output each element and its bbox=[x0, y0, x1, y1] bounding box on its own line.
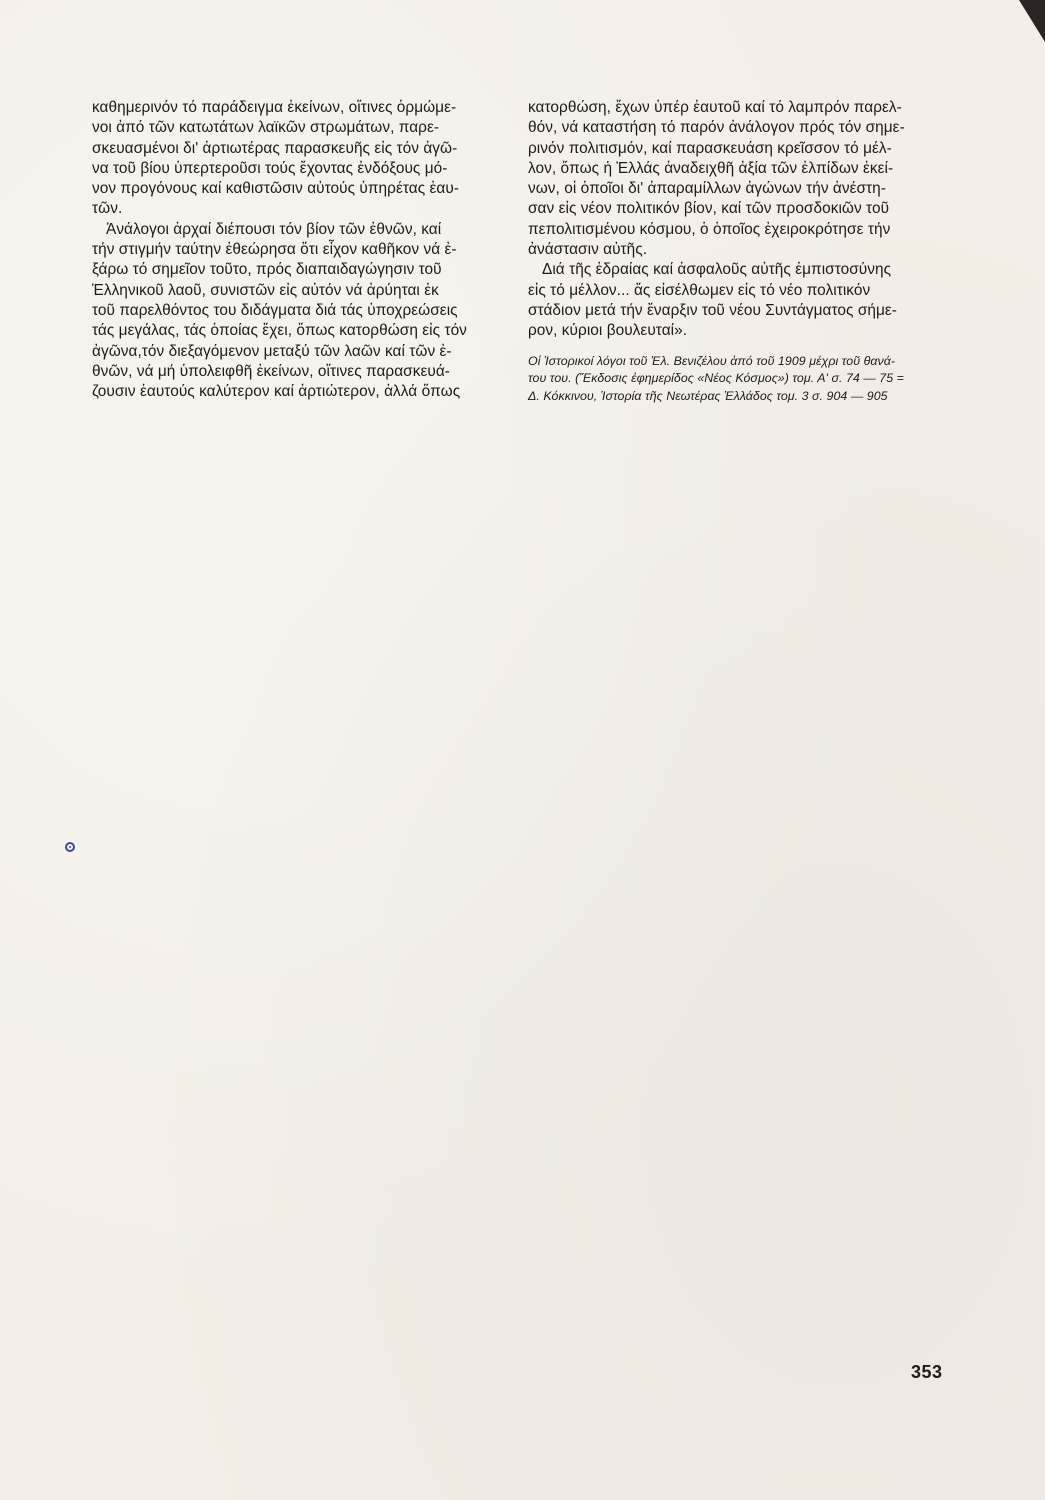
right-column bbox=[528, 98, 948, 405]
margin-dot-icon bbox=[65, 842, 75, 852]
left-paragraph-2: Ἀνάλογοι ἀρχαί διέπουσι τόν βίον τῶν ἐθνῶν, καί τήν στιγμήν ταύτην ἐθεώρησα ὅτι εἶχον καθῆκον νά ἐ- ξάρω τό σημεῖον τοῦτο, πρός διαπαιδαγώγησιν τοῦ Ἑλληνικοῦ λαοῦ, συνιστῶν εἰς αὐτόν νά ἀρύηται ἐκ τοῦ παρελθόντος του διδάγματα διά τάς ὑποχρεώσεις τάς μεγάλας, τάς ὁποίας ἔχει, ὅπως κατορθώση εἰς τόν ἀγῶνα,τόν διεξαγόμενον μεταξύ τῶν λαῶν καί τῶν ἐ- θνῶν, νά μή ὑπολειφθῆ ἐκείνων, οἵτινες παρασκευά- ζουσιν ἑαυτούς καλύτερον καί ἀρτιώτερον, ἀλλά ὅπως bbox=[92, 220, 467, 401]
left-paragraph-1: καθημερινόν τό παράδειγμα ἐκείνων, οἵτινες ὁρμώμε- νοι ἀπό τῶν κατωτάτων λαϊκῶν στρωμάτων, παρε- σκευασμένοι δι' ἀρτιωτέρας παρασκευῆς εἰς τόν ἀγῶ- να τοῦ βίου ὑπερτεροῦσι τούς ἔχοντας ἐνδόξους μό- νον προγόνους καί καθιστῶσιν αὐτούς ὑπηρέτας ἑαυ- τῶν. bbox=[92, 99, 460, 218]
page-corner-shadow bbox=[1019, 0, 1045, 42]
right-paragraph-2: Διά τῆς ἑδραίας καί ἀσφαλοῦς αὐτῆς ἐμπιστοσύνης εἰς τό μέλλον... ἄς εἰσέλθωμεν εἰς τό νέο πολιτικόν στάδιον μετά τήν ἔναρξιν τοῦ νέου Συντάγματος σήμε- ρον, κύριοι βουλευταί». bbox=[528, 261, 897, 340]
page-number: 353 bbox=[911, 1362, 943, 1382]
source-citation: Οἱ Ἱστορικοί λόγοι τοῦ Ἐλ. Βενιζέλου ἀπό τοῦ 1909 μέχρι τοῦ θανά- του του. (Ἔκδοσις ἐφημερίδος «Νέος Κόσμος») τομ. Α' σ. 74 — 75 = Δ. Κόκκινου, Ἱστορία τῆς Νεωτέρας Ἑλλάδος τομ. 3 σ. 904 — 905 bbox=[528, 353, 904, 403]
right-paragraph-1: κατορθώση, ἔχων ὑπέρ ἑαυτοῦ καί τό λαμπρόν παρελ- θόν, νά καταστήση τό παρόν ἀνάλογον πρός τόν σημε- ρινόν πολιτισμόν, καί παρασκευάση κρεῖσσον τό μέλ- λον, ὅπως ἡ Ἑλλάς ἀναδειχθῆ ἀξία τῶν ἐλπίδων ἐκεί- νων, οἱ ὁποῖοι δι' ἀπαραμίλλων ἀγώνων τήν ἀνέστη- σαν εἰς νέον πολιτικόν βίον, καί τῶν προσδοκιῶν τοῦ πεπολιτισμένου κόσμου, ὁ ὁποῖος ἐχειροκρότησε τήν ἀνάστασιν αὐτῆς. bbox=[528, 99, 905, 259]
left-column bbox=[92, 98, 486, 402]
